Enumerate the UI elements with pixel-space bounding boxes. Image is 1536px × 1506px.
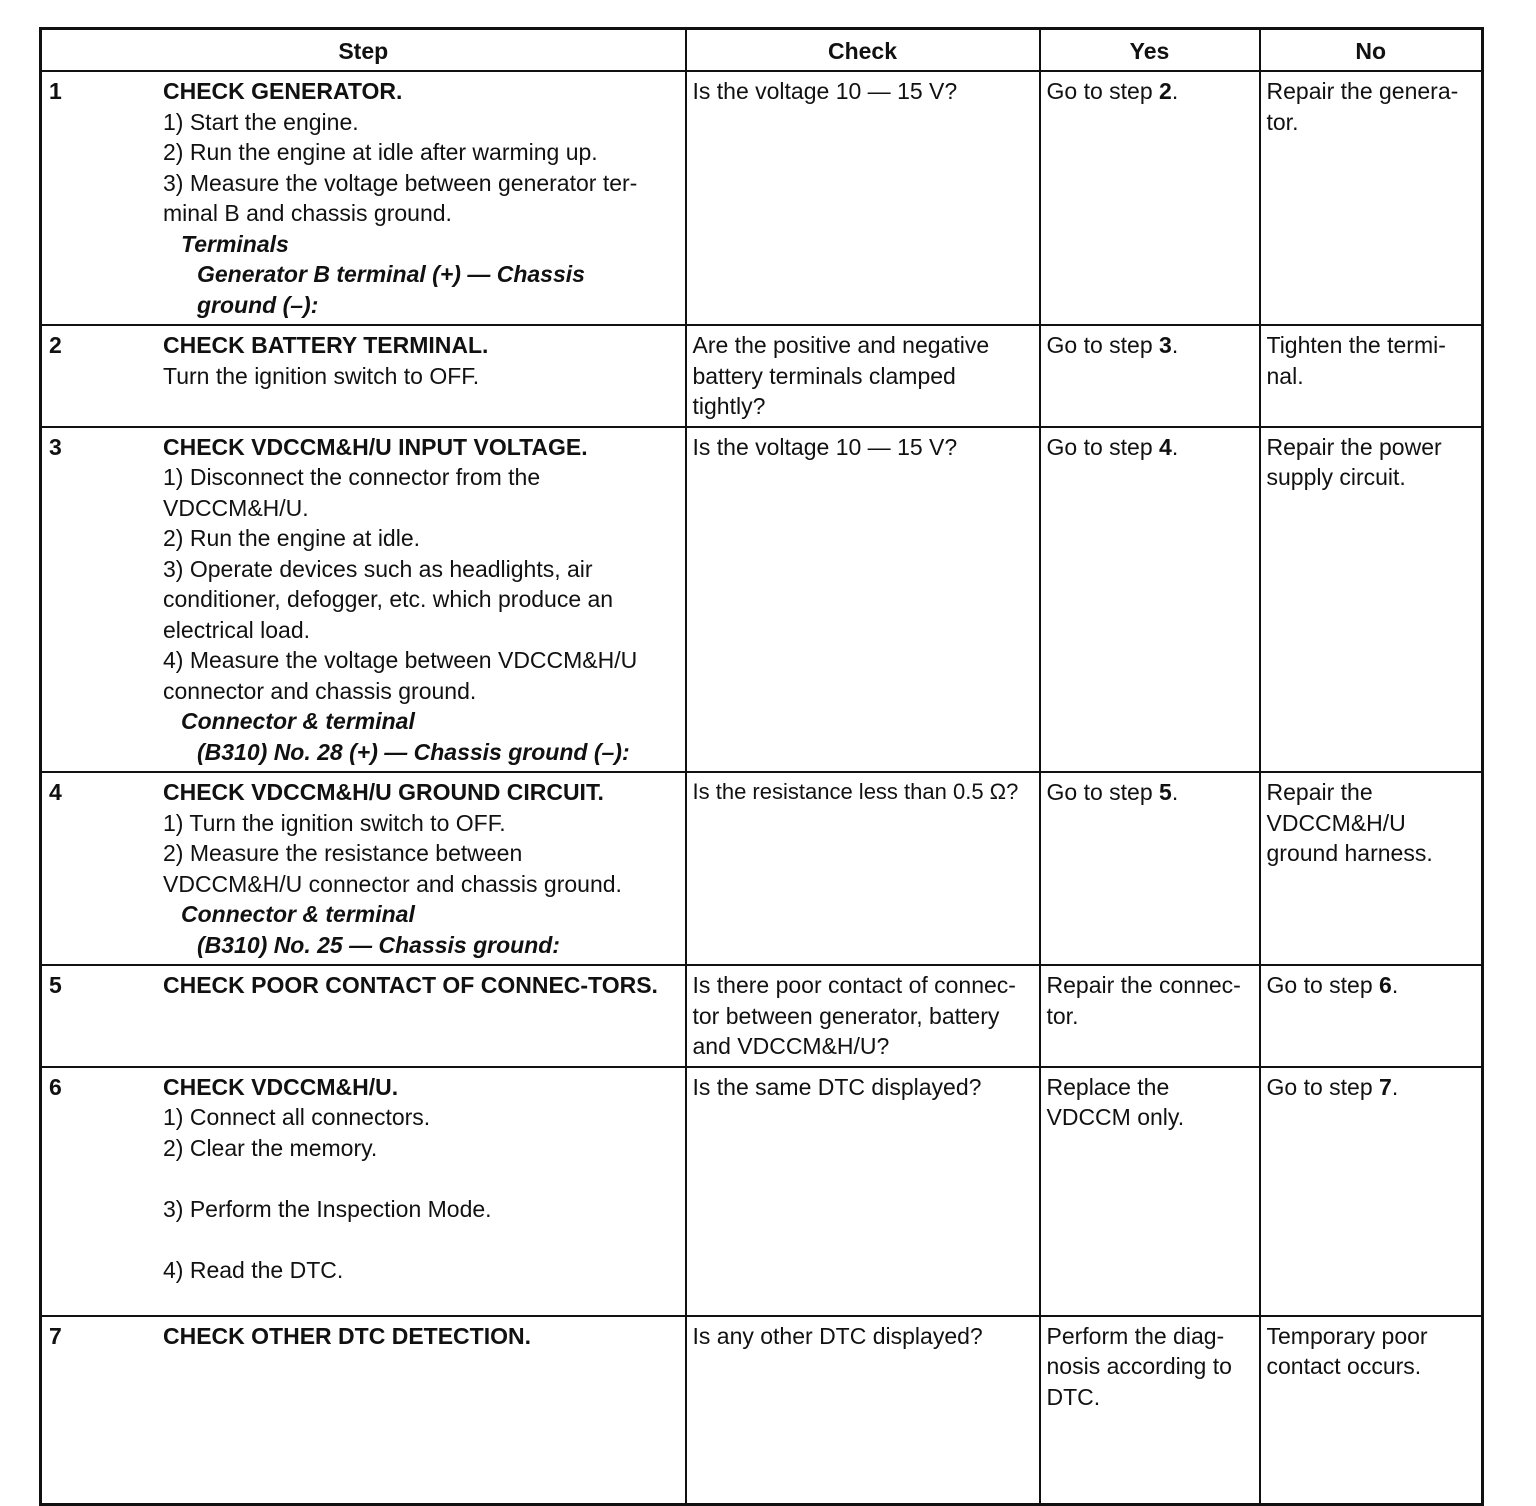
check-cell: Are the positive and negative battery terminals clamped tightly? (686, 325, 1040, 427)
yes-cell: Replace the VDCCM only. (1040, 1067, 1260, 1316)
step-line: connector and chassis ground. (163, 677, 477, 704)
step-line: 1) Disconnect the connector from the (163, 464, 541, 490)
yes-suffix: . (1171, 332, 1179, 358)
step-title: CHECK VDCCM&H/U. (163, 1073, 399, 1100)
header-step: Step (41, 29, 686, 72)
no-suffix: . (1391, 1073, 1399, 1100)
yes-step-ref: 3 (1159, 332, 1172, 358)
table-row (41, 71, 1483, 325)
sub-line: (B310) No. 25 — Chassis ground: (197, 931, 560, 958)
step-line: 1) Connect all connectors. (163, 1104, 431, 1130)
step-line: VDCCM&H/U. (163, 494, 309, 521)
step-title: CHECK POOR CONTACT OF CONNEC-TORS. (163, 972, 658, 998)
yes-prefix: Go to step (1046, 779, 1160, 805)
step-title: CHECK VDCCM&H/U INPUT VOLTAGE. (163, 433, 588, 460)
yes-prefix: Go to step (1046, 332, 1160, 358)
step-number: 3 (49, 433, 62, 460)
yes-cell (1040, 325, 1260, 427)
no-cell: Tighten the termi-nal. (1260, 325, 1483, 427)
check-cell: Is the voltage 10 — 15 V? (686, 427, 1040, 773)
sub-heading: Connector & terminal (181, 901, 415, 927)
step-cell (41, 427, 686, 773)
diagnostic-table (39, 27, 1484, 1506)
header-check: Check (686, 29, 1040, 72)
step-number: 6 (49, 1073, 62, 1100)
step-number: 2 (49, 332, 62, 358)
step-cell (41, 1316, 686, 1505)
spacer (163, 1224, 681, 1255)
no-cell: Repair the VDCCM&H/U ground harness. (1260, 772, 1483, 965)
step-line: 2) Run the engine at idle. (163, 525, 421, 551)
step-line: 4) Measure the voltage between VDCCM&H/U (163, 647, 638, 673)
yes-step-ref: 5 (1159, 779, 1172, 805)
sub-line: ground (–): (197, 291, 319, 318)
sub-line: (B310) No. 28 (+) — Chassis ground (–): (197, 738, 630, 765)
no-step-ref: 6 (1379, 972, 1392, 998)
step-line: 3) Operate devices such as headlights, air (163, 555, 593, 582)
step-number: 5 (49, 972, 62, 998)
table-row (41, 965, 1483, 1067)
table-row (41, 427, 1483, 773)
step-number: 4 (49, 779, 62, 805)
check-cell: Is the resistance less than 0.5 Ω? (686, 772, 1040, 965)
step-line: 1) Turn the ignition switch to OFF. (163, 809, 506, 836)
no-suffix: . (1391, 972, 1399, 998)
step-line: 1) Start the engine. (163, 108, 359, 135)
step-cell (41, 1067, 686, 1316)
no-cell (1260, 965, 1483, 1067)
table-row (41, 772, 1483, 965)
check-cell: Is the voltage 10 — 15 V? (686, 71, 1040, 325)
header-yes: Yes (1040, 29, 1260, 72)
step-cell (41, 772, 686, 965)
sub-heading: Terminals (181, 230, 289, 257)
step-line: 2) Run the engine at idle after warming up. (163, 139, 598, 165)
no-cell: Temporary poor contact occurs. (1260, 1316, 1483, 1505)
step-number: 1 (49, 78, 62, 104)
no-prefix: Go to step (1266, 972, 1380, 998)
yes-cell (1040, 71, 1260, 325)
yes-suffix: . (1171, 779, 1179, 805)
yes-step-ref: 2 (1159, 78, 1172, 104)
no-step-ref: 7 (1379, 1073, 1392, 1100)
step-line: electrical load. (163, 616, 311, 643)
no-cell: Repair the genera-tor. (1260, 71, 1483, 325)
step-title: CHECK OTHER DTC DETECTION. (163, 1322, 531, 1349)
step-cell (41, 71, 686, 325)
yes-cell: Repair the connec-tor. (1040, 965, 1260, 1067)
step-line: 4) Read the DTC. (163, 1256, 344, 1283)
no-cell (1260, 1067, 1483, 1316)
step-line: Turn the ignition switch to OFF. (163, 362, 480, 389)
check-cell: Is there poor contact of connec-tor between generator, battery and VDCCM&H/U? (686, 965, 1040, 1067)
header-no: No (1260, 29, 1483, 72)
header-row (41, 29, 1483, 72)
yes-step-ref: 4 (1159, 433, 1172, 460)
sub-line: Generator B terminal (+) — Chassis (197, 261, 585, 287)
yes-cell (1040, 427, 1260, 773)
step-line: minal B and chassis ground. (163, 200, 452, 226)
step-line: conditioner, defogger, etc. which produce an (163, 586, 614, 612)
no-cell: Repair the power supply circuit. (1260, 427, 1483, 773)
sub-heading: Connector & terminal (181, 708, 415, 734)
yes-suffix: . (1171, 78, 1179, 104)
step-line: 2) Clear the memory. (163, 1134, 378, 1161)
step-title: CHECK GENERATOR. (163, 78, 403, 104)
no-prefix: Go to step (1266, 1073, 1380, 1100)
spacer (163, 1163, 681, 1194)
step-line: 3) Measure the voltage between generator ter- (163, 169, 638, 196)
step-line: VDCCM&H/U connector and chassis ground. (163, 870, 622, 897)
check-cell: Is any other DTC displayed? (686, 1316, 1040, 1505)
step-title: CHECK BATTERY TERMINAL. (163, 332, 489, 358)
step-cell (41, 965, 686, 1067)
yes-prefix: Go to step (1046, 433, 1160, 460)
check-cell: Is the same DTC displayed? (686, 1067, 1040, 1316)
yes-suffix: . (1171, 433, 1179, 460)
table-row (41, 1067, 1483, 1316)
step-title: CHECK VDCCM&H/U GROUND CIRCUIT. (163, 779, 604, 805)
table-row (41, 325, 1483, 427)
yes-cell: Perform the diag-nosis according to DTC. (1040, 1316, 1260, 1505)
yes-prefix: Go to step (1046, 78, 1160, 104)
table-row (41, 1316, 1483, 1505)
step-line: 3) Perform the Inspection Mode. (163, 1195, 492, 1222)
step-cell (41, 325, 686, 427)
yes-cell (1040, 772, 1260, 965)
step-line: 2) Measure the resistance between (163, 840, 523, 866)
step-number: 7 (49, 1322, 62, 1349)
